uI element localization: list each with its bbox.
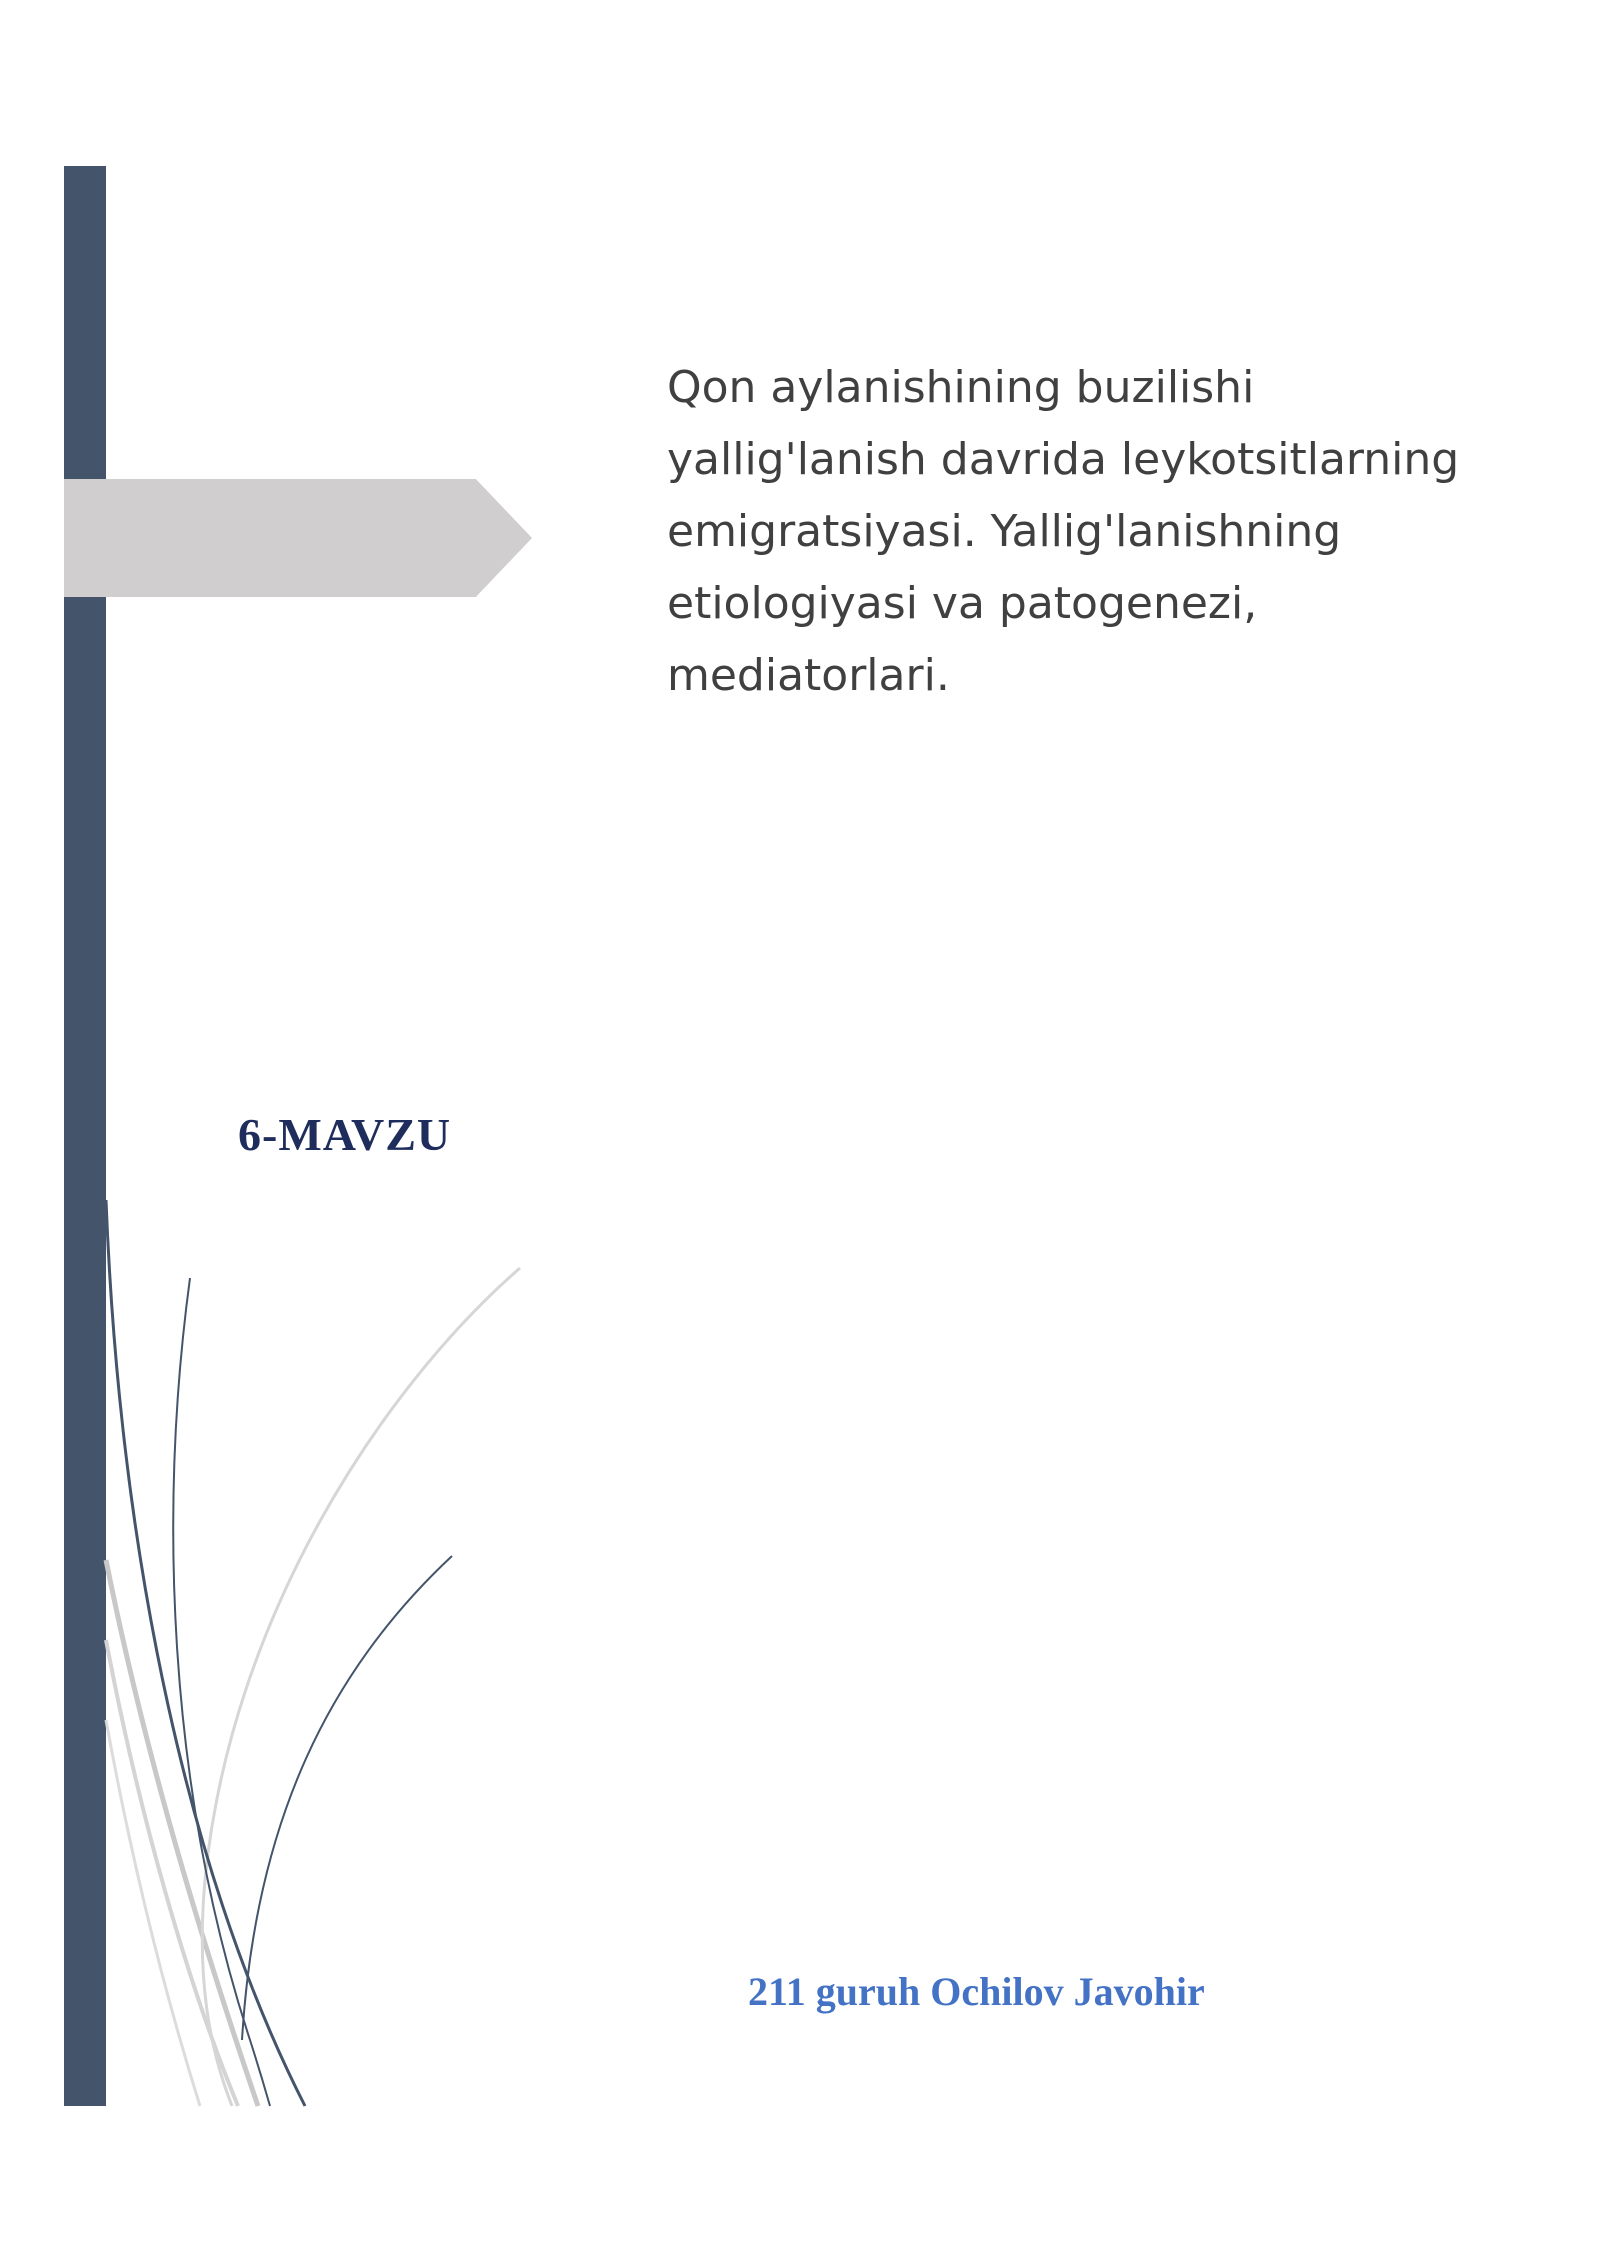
swoosh-dark-3	[242, 1556, 452, 2040]
decorative-arrow-banner	[64, 479, 532, 597]
swoosh-light-1	[106, 1560, 258, 2106]
swoosh-dark-2	[173, 1278, 270, 2106]
swoosh-light-4	[106, 1720, 200, 2106]
topic-number-label: 6-MAVZU	[238, 1109, 452, 1160]
author-line: 211 guruh Ochilov Javohir	[748, 1969, 1205, 2014]
decorative-sidebar-bar	[64, 166, 106, 2106]
swoosh-dark-1	[106, 1200, 305, 2106]
swoosh-light-2	[106, 1640, 238, 2106]
swoosh-light-3	[202, 1268, 520, 2106]
document-title: Qon aylanishining buzilishi yallig'lanish davrida leykotsitlarning emigratsiyasi. Yallig'lanishning etiologiyasi va patogenezi, mediatorlari.	[667, 362, 1460, 701]
